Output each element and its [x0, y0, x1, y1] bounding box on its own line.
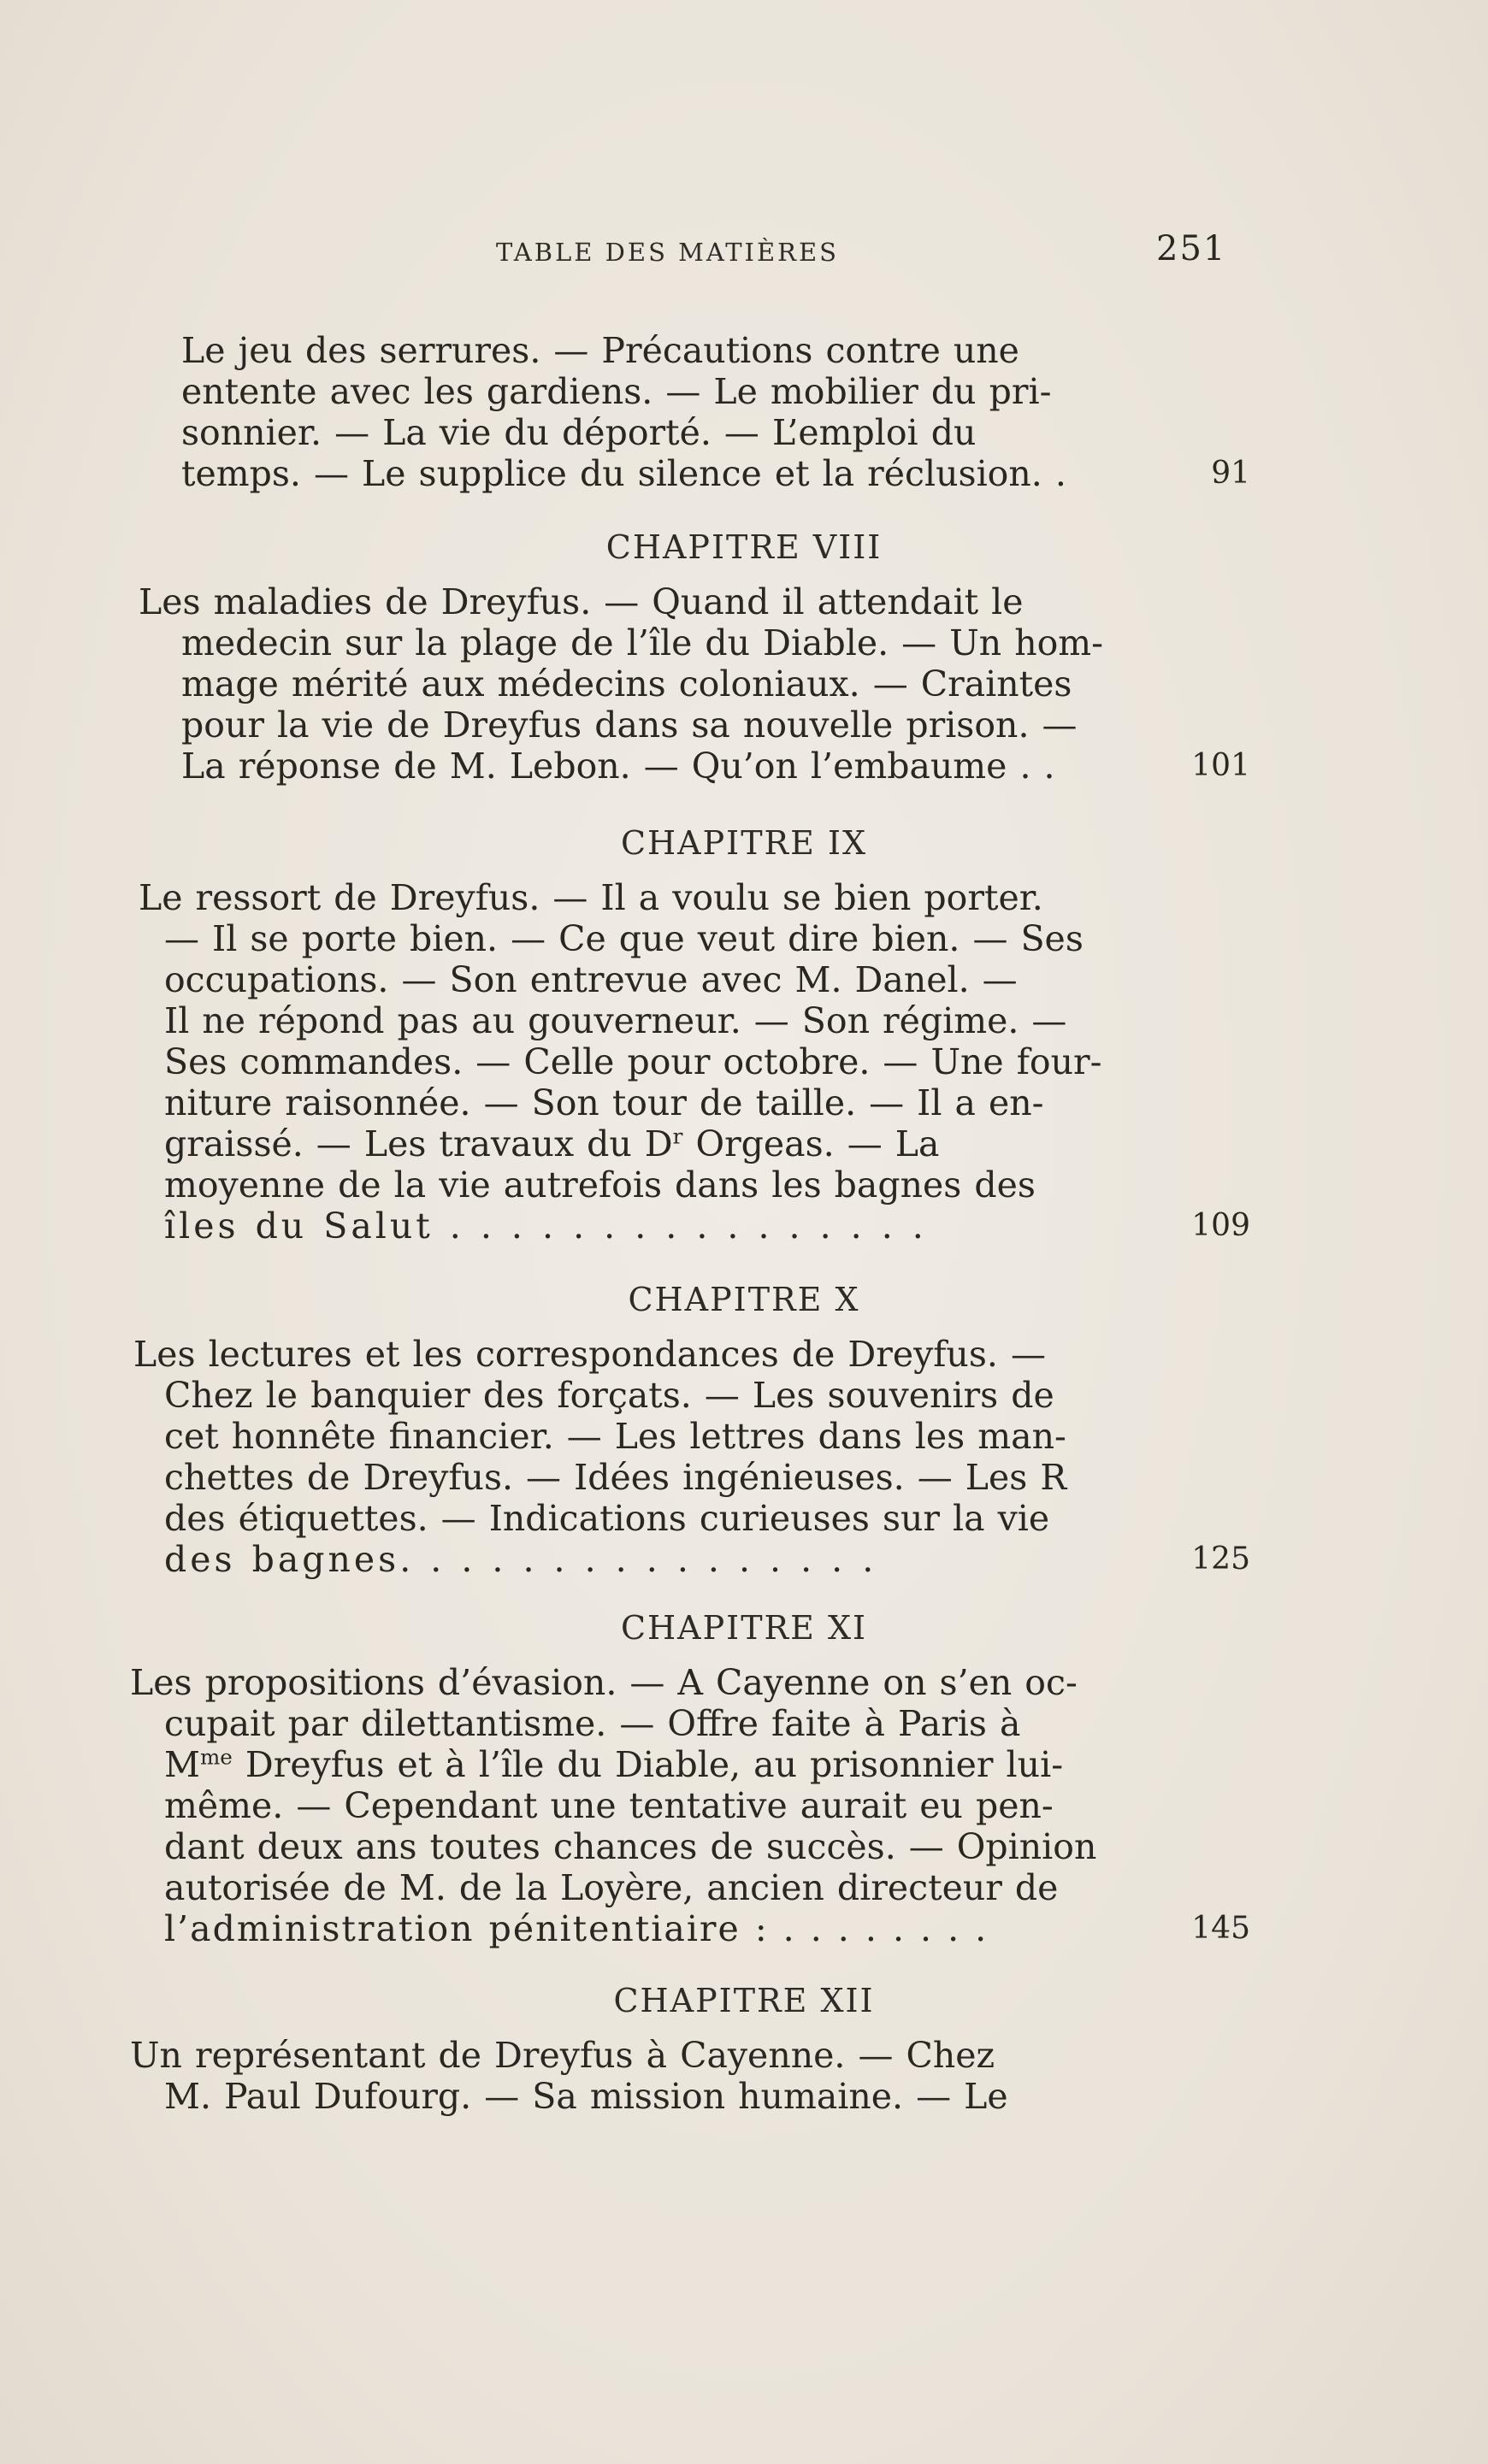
toc-line: occupations. — Son entrevue avec M. Danel. —: [164, 959, 1018, 1000]
toc-line: chettes de Dreyfus. — Idées ingénieuses. — Les R: [164, 1457, 1067, 1498]
toc-line: entente avec les gardiens. — Le mobilier du pri-: [181, 371, 1052, 412]
toc-line: cet honnête financier. — Les lettres dans les man-: [164, 1416, 1066, 1457]
toc-line: même. — Cependant une tentative aurait eu pen-: [164, 1785, 1054, 1826]
toc-line-text: Dreyfus et à l’île du Diable, au prisonnier lui-: [232, 1744, 1064, 1785]
toc-page-number: 125: [1191, 1541, 1250, 1577]
chapter-heading: CHAPITRE VIII: [605, 528, 883, 566]
chapter-heading: CHAPITRE XII: [613, 1982, 875, 2019]
toc-line: îles du Salut . . . . . . . . . . . . . . . .: [164, 1205, 927, 1247]
toc-line: niture raisonnée. — Son tour de taille. — Il a en-: [164, 1082, 1044, 1123]
toc-line: [164, 1744, 1063, 1785]
toc-line: des étiquettes. — Indications curieuses sur la vie: [164, 1498, 1050, 1539]
toc-line: medecin sur la plage de l’île du Diable. — Un hom-: [181, 622, 1104, 663]
toc-line: sonnier. — La vie du déporté. — L’emploi du: [181, 412, 977, 453]
toc-line: Les lectures et les correspondances de Dreyfus. —: [133, 1334, 1046, 1375]
toc-line: pour la vie de Dreyfus dans sa nouvelle prison. —: [181, 704, 1078, 746]
toc-line: moyenne de la vie autrefois dans les bagnes des: [164, 1164, 1036, 1205]
abbrev-superscript: me: [199, 1744, 233, 1770]
toc-line: Les propositions d’évasion. — A Cayenne on s’en oc-: [130, 1662, 1078, 1703]
toc-line-text: graissé. — Les travaux du D: [164, 1123, 673, 1164]
toc-line: — Il se porte bien. — Ce que veut dire bien. — Ses: [164, 918, 1084, 959]
toc-page-number: 101: [1191, 748, 1250, 783]
chapter-heading: CHAPITRE IX: [620, 824, 868, 862]
toc-line: Les maladies de Dreyfus. — Quand il attendait le: [139, 581, 1024, 622]
toc-line: Le ressort de Dreyfus. — Il a voulu se bien porter.: [139, 877, 1043, 918]
toc-line: temps. — Le supplice du silence et la réclusion. .: [181, 453, 1066, 494]
toc-line: Le jeu des serrures. — Précautions contre une: [181, 330, 1019, 371]
toc-line: l’administration pénitentiaire : . . . . . . . .: [164, 1908, 989, 1949]
page-folio: 251: [1156, 229, 1227, 268]
toc-line: Chez le banquier des forçats. — Les souvenirs de: [164, 1375, 1054, 1416]
toc-line: des bagnes. . . . . . . . . . . . . . . .: [164, 1539, 877, 1580]
chapter-heading: CHAPITRE XI: [620, 1609, 868, 1647]
page-header: [0, 229, 1488, 280]
toc-line-text: Orgeas. — La: [682, 1123, 940, 1164]
toc-page-number: 91: [1211, 456, 1250, 491]
toc-line: Ses commandes. — Celle pour octobre. — Une four-: [164, 1041, 1102, 1082]
toc-line: mage mérité aux médecins coloniaux. — Craintes: [181, 663, 1072, 704]
toc-line: cupait par dilettantisme. — Offre faite à Paris à: [164, 1703, 1021, 1744]
toc-page-number: 109: [1191, 1208, 1250, 1243]
toc-line: Il ne répond pas au gouverneur. — Son régime. —: [164, 1000, 1067, 1041]
running-title: TABLE DES MATIÈRES: [496, 238, 840, 267]
abbrev-superscript: r: [672, 1123, 683, 1149]
toc-line: autorisée de M. de la Loyère, ancien directeur de: [164, 1867, 1059, 1908]
chapter-heading: CHAPITRE X: [628, 1281, 860, 1318]
toc-line: Un représentant de Dreyfus à Cayenne. — Chez: [130, 2035, 995, 2076]
toc-line: dant deux ans toutes chances de succès. — Opinion: [164, 1826, 1097, 1867]
toc-page-number: 145: [1191, 1911, 1250, 1946]
toc-line-text: M: [164, 1744, 200, 1785]
toc-line: [164, 1123, 939, 1164]
toc-line: La réponse de M. Lebon. — Qu’on l’embaume . .: [181, 746, 1055, 787]
toc-line: M. Paul Dufourg. — Sa mission humaine. — Le: [164, 2076, 1008, 2117]
